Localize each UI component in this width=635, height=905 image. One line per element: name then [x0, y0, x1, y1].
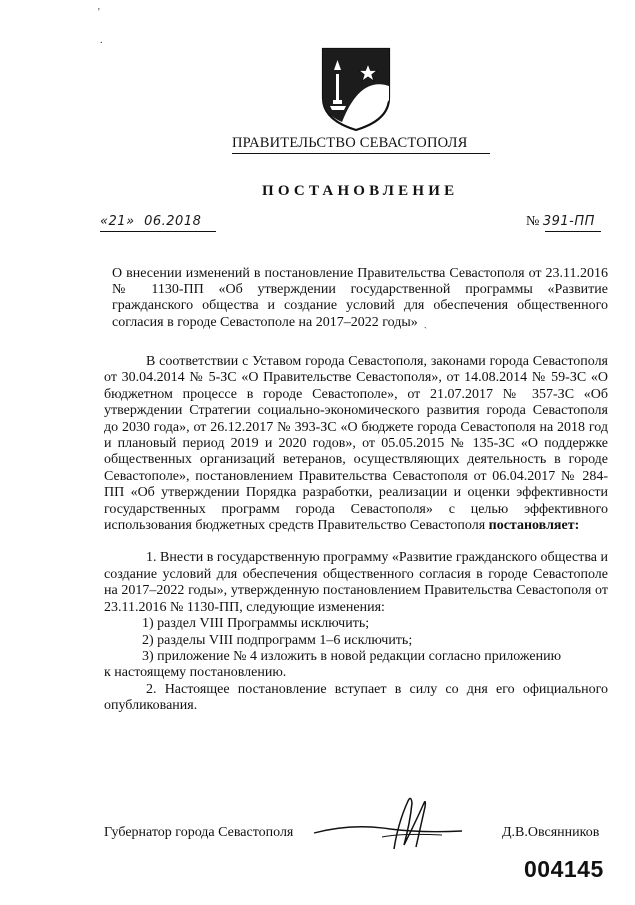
scan-speck: . [100, 35, 103, 46]
number-sign: № [526, 214, 540, 229]
document-date [100, 214, 201, 230]
date-month-year: 06.2018 [144, 214, 202, 229]
preamble-paragraph [104, 354, 608, 534]
clause-2: 2. Настоящее постановление вступает в силу со дня его официального опубликования. [104, 681, 608, 714]
scan-speck: ' [98, 7, 100, 18]
paragraph-gap [104, 534, 608, 550]
subject-text: О внесении изменений в постановление Правительства Севастополя от 23.11.2016 № 1130-ПП «Об утверждении государственной программы «Развитие гражданского общества и создание условий для обеспечения общественного согласия в городе Севастополе на 2017–2022 годы» [112, 266, 608, 330]
preamble-text: В соответствии с Уставом города Севастополя, законами города Севастополя от 30.04.2014 № 5-ЗС «О Правительстве Севастополя», от 14.08.2014 № 59-ЗС «О бюджетном процессе в городе Севастополе», от 21.07.2017 № 357-ЗС «Об утверждении Стратегии социально-экономического развития города Севастополя до 2030 года», от 26.12.2017 № 393-ЗС «О бюджете города Севастополя на 2018 год и плановый период 2019 и 2020 годов», от 05.05.2015 № 135-ЗС «О поддержке общественных организаций ветеранов, осуществляющих деятельность в городе Севастополе», постановлением Правительства Севастополя от 06.04.2017 № 284-ПП «Об утверждении Порядка разработки, реализации и оценки эффективности государственных программ города Севастополя» с целью эффективного использования бюджетных средств Правительство Севастополя [104, 354, 608, 534]
document-number [526, 214, 595, 230]
signatory-role: Губернатор города Севастополя [104, 825, 294, 840]
resolves-word: постановляет: [488, 518, 580, 534]
document-subject [112, 266, 608, 332]
clause-1-item-3: 3) приложение № 4 изложить в новой редакции согласно приложению [142, 648, 562, 664]
date-day: 21 [108, 214, 127, 229]
coat-of-arms-icon [320, 46, 392, 132]
clause-1-item-3-continuation: к настоящему постановлению. [104, 665, 287, 681]
document-type: ПОСТАНОВЛЕНИЕ [262, 183, 459, 199]
document-body [104, 354, 608, 715]
government-title: ПРАВИТЕЛЬСТВО СЕВАСТОПОЛЯ [232, 135, 468, 151]
signatory-name: Д.В.Овсянников [502, 825, 600, 840]
clause-1-item-1: 1) раздел VIII Программы исключить; [142, 616, 370, 632]
serial-number: 004145 [524, 856, 604, 882]
date-close-quote: » [126, 214, 135, 229]
date-open-quote: « [100, 214, 109, 229]
date-underline [100, 231, 216, 232]
handwritten-signature [312, 793, 472, 855]
title-underline [232, 153, 490, 154]
number-underline [545, 231, 601, 232]
number-value: 391-ПП [542, 214, 595, 229]
scan-mark: ˎ [423, 317, 428, 329]
clause-1: 1. Внести в государственную программу «Развитие гражданского общества и создание условий для обеспечения общественного согласия в городе Севастополе на 2017–2022 годы», утвержденную постановлением Правительства Севастополя от 23.11.2016 № 1130-ПП, следующие изменения: [104, 550, 608, 615]
clause-1-item-2: 2) разделы VIII подпрограмм 1–6 исключить; [142, 632, 413, 648]
